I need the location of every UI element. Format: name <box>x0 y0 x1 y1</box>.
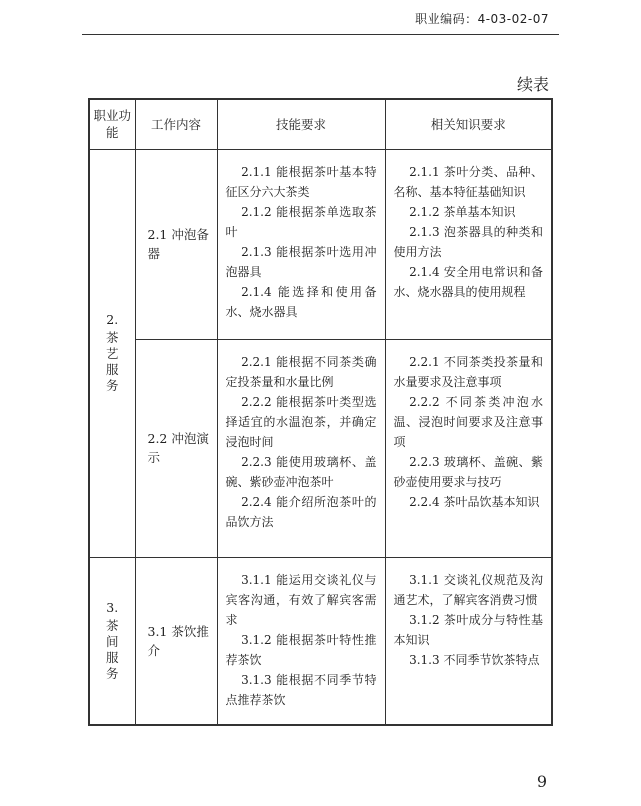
skill-item: 2.2.2 能根据茶叶类型选择适宜的水温泡茶，并确定浸泡时间 <box>225 394 377 449</box>
function-number: 3. <box>106 599 119 615</box>
knowledge-item: 2.2.4 茶叶品饮基本知识 <box>409 494 540 509</box>
occupation-code: 职业编码：4-03-02-07 <box>415 12 549 26</box>
skills-cell <box>217 339 385 557</box>
function-char: 务 <box>105 665 119 681</box>
function-char: 服 <box>105 649 119 665</box>
function-char: 服 <box>105 362 119 377</box>
skill-item: 2.1.1 能根据茶叶基本特征区分六大茶类 <box>225 164 377 199</box>
knowledge-cell <box>385 339 552 557</box>
function-char: 艺 <box>105 346 119 361</box>
skills-cell <box>217 557 385 725</box>
header-knowledge: 相关知识要求 <box>385 99 552 149</box>
function-char: 茶 <box>105 617 119 633</box>
function-number: 2. <box>106 312 119 327</box>
skill-item: 3.1.2 能根据茶叶特性推荐茶饮 <box>225 632 377 667</box>
skills-table <box>88 98 553 726</box>
function-cell <box>89 557 135 725</box>
knowledge-item: 2.1.1 茶叶分类、品种、名称、基本特征基础知识 <box>393 164 543 199</box>
knowledge-item: 2.2.1 不同茶类投茶量和水量要求及注意事项 <box>393 354 543 389</box>
work-content: 2.1 冲泡备器 <box>135 149 217 339</box>
table-row <box>89 149 552 339</box>
function-char: 茶 <box>105 330 119 345</box>
skill-item: 2.2.1 能根据不同茶类确定投茶量和水量比例 <box>225 354 377 389</box>
knowledge-item: 3.1.3 不同季节饮茶特点 <box>409 652 540 667</box>
knowledge-cell <box>385 557 552 725</box>
table-row <box>89 339 552 557</box>
header-rule <box>82 34 559 35</box>
header-function: 职业功能 <box>89 99 135 149</box>
skill-item: 2.1.4 能选择和使用备水、烧水器具 <box>225 284 377 319</box>
knowledge-item: 3.1.1 交谈礼仪规范及沟通艺术，了解宾客消费习惯 <box>393 572 543 607</box>
skill-item: 2.2.3 能使用玻璃杯、盖碗、紫砂壶冲泡茶叶 <box>225 454 377 489</box>
table-row <box>89 557 552 725</box>
function-char: 务 <box>105 378 119 393</box>
function-cell <box>89 149 135 557</box>
skill-item: 2.1.3 能根据茶叶选用冲泡器具 <box>225 244 377 279</box>
skills-cell <box>217 149 385 339</box>
work-content: 3.1 茶饮推介 <box>135 557 217 725</box>
knowledge-item: 2.1.4 安全用电常识和备水、烧水器具的使用规程 <box>393 264 543 299</box>
header-work: 工作内容 <box>135 99 217 149</box>
skill-item: 2.1.2 能根据茶单选取茶叶 <box>225 204 377 239</box>
continued-label: 续表 <box>516 75 549 94</box>
skill-item: 2.2.4 能介绍所泡茶叶的品饮方法 <box>225 494 377 529</box>
header-skills: 技能要求 <box>217 99 385 149</box>
skill-item: 3.1.1 能运用交谈礼仪与宾客沟通，有效了解宾客需求 <box>225 572 377 627</box>
knowledge-item: 2.2.2 不同茶类冲泡水温、浸泡时间要求及注意事项 <box>393 394 543 449</box>
knowledge-cell <box>385 149 552 339</box>
page-number: 9 <box>536 772 547 791</box>
knowledge-item: 2.2.3 玻璃杯、盖碗、紫砂壶使用要求与技巧 <box>393 454 543 489</box>
knowledge-item: 2.1.2 茶单基本知识 <box>409 204 516 219</box>
function-char: 间 <box>105 633 119 649</box>
knowledge-item: 2.1.3 泡茶器具的种类和使用方法 <box>393 224 543 259</box>
work-content: 2.2 冲泡演示 <box>135 339 217 557</box>
knowledge-item: 3.1.2 茶叶成分与特性基本知识 <box>393 612 543 647</box>
skill-item: 3.1.3 能根据不同季节特点推荐茶饮 <box>225 672 377 707</box>
